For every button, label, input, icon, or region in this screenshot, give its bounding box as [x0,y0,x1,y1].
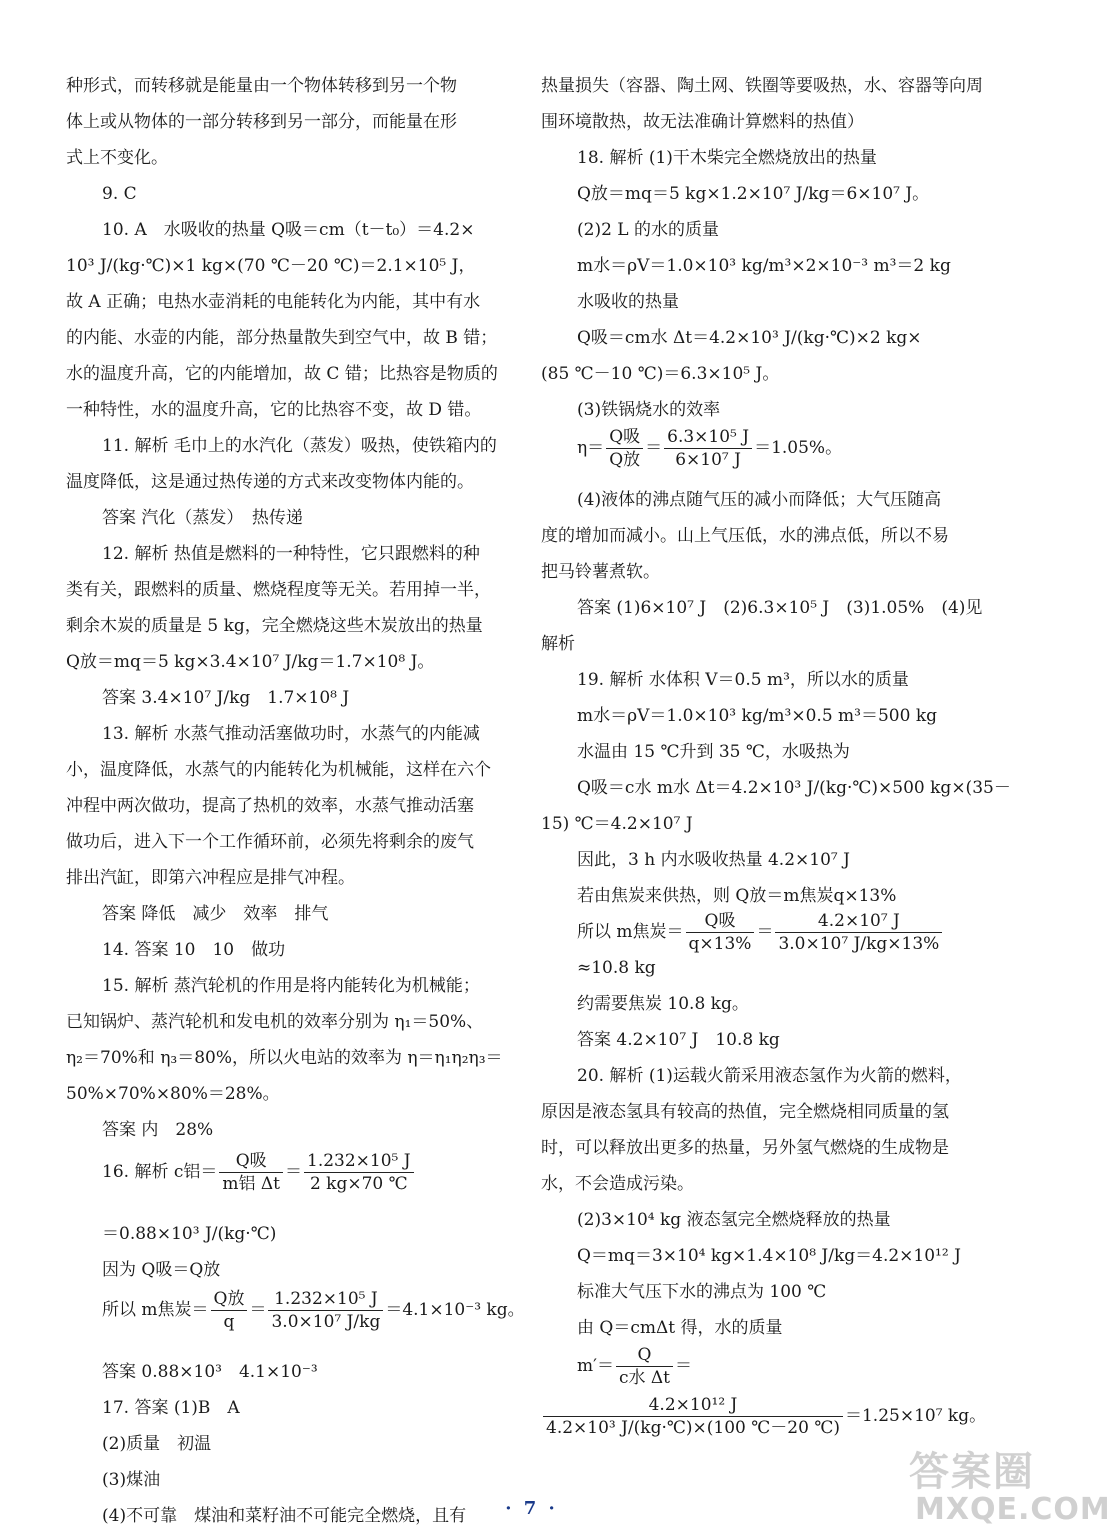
text-line: η₂＝70%和 η₃＝80%，所以火电站的效率为 η＝η₁η₂η₃＝ [66,1048,503,1068]
text-line: 水吸收的热量 [577,292,679,312]
formula-operator: ＝ [645,438,663,458]
fraction-denominator: q [223,1312,235,1332]
text-line: Q＝mq＝3×10⁴ kg×1.4×10⁸ J/kg＝4.2×10¹² J [577,1246,961,1266]
text-line: 故 A 正确；电热水壶消耗的电能转化为内能，其中有水 [66,292,481,312]
text-line: 排出汽缸，即第六冲程应是排气冲程。 [66,868,355,888]
text-line: ＝0.88×10³ J/(kg·℃) [102,1224,277,1244]
fraction-numerator: Q吸 [219,1150,283,1173]
fraction-numerator: 4.2×10¹² J [543,1394,843,1417]
text-line: Q吸＝cm水 Δt＝4.2×10³ J/(kg·℃)×2 kg× [577,328,922,348]
text-line: 水的温度升高，它的内能增加，故 C 错；比热容是物质的 [66,364,498,384]
text-line: (2)3×10⁴ kg 液态氢完全燃烧释放的热量 [577,1210,891,1230]
text-line: (2)质量 初温 [102,1434,212,1454]
text-line: 答案 0.88×10³ 4.1×10⁻³ [102,1362,318,1382]
text-line: 18. 解析 (1)干木柴完全燃烧放出的热量 [577,148,877,168]
formula-operator: ＝ [249,1300,267,1320]
fraction-numerator: 1.232×10⁵ J [304,1150,414,1173]
text-line: 已知锅炉、蒸汽轮机和发电机的效率分别为 η₁＝50%、 [66,1012,484,1032]
fraction [686,910,755,955]
text-line: 把马铃薯煮软。 [541,562,660,582]
text-line: (3)煤油 [102,1470,161,1490]
fraction-numerator: 4.2×10⁷ J [775,910,942,933]
text-line: (4)液体的沸点随气压的减小而降低；大气压随高 [577,490,942,510]
text-line: (4)不可靠 煤油和菜籽油不可能完全燃烧，且有 [102,1506,467,1526]
text-line: 15. 解析 蒸汽轮机的作用是将内能转化为机械能； [102,976,480,996]
text-line: 14. 答案 10 10 做功 [102,940,286,960]
formula-prefix: 16. 解析 c铝＝ [102,1162,218,1182]
fraction-numerator: Q放 [211,1288,248,1311]
text-line: 12. 解析 热值是燃料的一种特性，它只跟燃料的种 [102,544,480,564]
text-line: 15) ℃＝4.2×10⁷ J [541,814,693,834]
formula-prefix: 所以 m焦炭＝ [577,922,684,942]
formula-prefix: 所以 m焦炭＝ [102,1300,209,1320]
text-line: 原因是液态氢具有较高的热值，完全燃烧相同质量的氢 [541,1102,949,1122]
text-line: 因为 Q吸＝Q放 [102,1260,221,1280]
formula-suffix: ＝1.25×10⁷ kg。 [844,1406,987,1426]
text-line: 时，可以释放出更多的热量，另外氢气燃烧的生成物是 [541,1138,949,1158]
text-line: 若由焦炭来供热，则 Q放＝m焦炭q×13% [577,886,897,906]
text-line: 答案 汽化（蒸发） 热传递 [102,508,303,528]
text-line: 答案 (1)6×10⁷ J (2)6.3×10⁵ J (3)1.05% (4)见 [577,598,983,618]
text-line: 冲程中两次做功，提高了热机的效率，水蒸气推动活塞 [66,796,474,816]
text-line: 标准大气压下水的沸点为 100 ℃ [577,1282,827,1302]
text-line: 度的增加而减小。山上气压低，水的沸点低，所以不易 [541,526,949,546]
text-line: 体上或从物体的一部分转移到另一部分，而能量在形 [66,112,457,132]
text-line: 水，不会造成污染。 [541,1174,694,1194]
fraction-numerator: Q吸 [606,426,643,449]
fraction-denominator: c水 Δt [618,1368,671,1388]
text-line: 13. 解析 水蒸气推动活塞做功时，水蒸气的内能减 [102,724,480,744]
formula-line [541,426,842,482]
fraction-denominator: Q放 [609,450,641,470]
formula-line [541,910,944,966]
text-line: 20. 解析 (1)运载火箭采用液态氢作为火箭的燃料， [577,1066,962,1086]
text-line: 温度降低，这是通过热传递的方式来改变物体内能的。 [66,472,474,492]
fraction [606,426,643,471]
text-line: 小，温度降低，水蒸气的内能转化为机械能，这样在六个 [66,760,491,780]
formula-line [541,1344,692,1400]
fraction-numerator: 1.232×10⁵ J [268,1288,383,1311]
text-line: 10. A 水吸收的热量 Q吸＝cm（t－t₀）＝4.2× [102,220,475,240]
text-line: ≈10.8 kg [577,958,656,978]
fraction [211,1288,248,1333]
text-line: 11. 解析 毛巾上的水汽化（蒸发）吸热，使铁箱内的 [102,436,497,456]
fraction-numerator: Q [616,1344,673,1367]
fraction-denominator: 2 kg×70 ℃ [309,1174,408,1194]
text-line: 由 Q＝cmΔt 得，水的质量 [577,1318,783,1338]
text-line: 的内能、水壶的内能，部分热量散失到空气中，故 B 错； [66,328,498,348]
fraction-denominator: 6×10⁷ J [675,450,741,470]
formula-suffix: ＝4.1×10⁻³ kg。 [385,1300,525,1320]
text-line: 50%×70%×80%＝28%。 [66,1084,280,1104]
text-line: Q放＝mq＝5 kg×1.2×10⁷ J/kg＝6×10⁷ J。 [577,184,930,204]
formula-prefix: m′＝ [577,1356,614,1376]
text-line: 约需要焦炭 10.8 kg。 [577,994,749,1014]
text-line: (3)铁锅烧水的效率 [577,400,721,420]
fraction [775,910,942,955]
text-line: 答案 3.4×10⁷ J/kg 1.7×10⁸ J [102,688,350,708]
fraction-denominator: 3.0×10⁷ J/kg×13% [778,934,940,954]
text-line: m水＝ρV＝1.0×10³ kg/m³×0.5 m³＝500 kg [577,706,938,726]
text-line: 种形式，而转移就是能量由一个物体转移到另一个物 [66,76,457,96]
text-line: 答案 内 28% [102,1120,214,1140]
formula-operator: ＝ [285,1162,303,1182]
fraction-numerator: Q吸 [686,910,755,933]
formula-line [66,1150,416,1206]
text-line: Q放＝mq＝5 kg×3.4×10⁷ J/kg＝1.7×10⁸ J。 [66,652,435,672]
formula-suffix: ＝ [675,1356,693,1376]
text-line: 类有关，跟燃料的质量、燃烧程度等无关。若用掉一半， [66,580,491,600]
formula-line [66,1288,525,1344]
fraction [268,1288,383,1333]
formula-operator: ＝ [756,922,774,942]
text-line: 17. 答案 (1)B A [102,1398,240,1418]
text-line: 一种特性，水的温度升高，它的比热容不变，故 D 错。 [66,400,482,420]
fraction [664,426,752,471]
text-line: 做功后，进入下一个工作循环前，必须先将剩余的废气 [66,832,474,852]
fraction [543,1394,843,1439]
text-line: 水温由 15 ℃升到 35 ℃，水吸热为 [577,742,850,762]
watermark-top-text: 答案圈 [909,1449,1035,1495]
fraction [616,1344,673,1389]
text-line: (85 ℃－10 ℃)＝6.3×10⁵ J。 [541,364,780,384]
fraction-denominator: 3.0×10⁷ J/kg [271,1312,381,1332]
text-line: 因此，3 h 内水吸收热量 4.2×10⁷ J [577,850,850,870]
formula-suffix: ＝1.05%。 [754,438,843,458]
text-line: 剩余木炭的质量是 5 kg，完全燃烧这些木炭放出的热量 [66,616,483,636]
text-line: 答案 4.2×10⁷ J 10.8 kg [577,1030,780,1050]
fraction-denominator: q×13% [688,934,752,954]
text-line: 解析 [541,634,575,654]
text-line: (2)2 L 的水的质量 [577,220,719,240]
text-line: Q吸＝c水 m水 Δt＝4.2×10³ J/(kg·℃)×500 kg×(35－ [577,778,1011,798]
text-line: 答案 降低 减少 效率 排气 [102,904,329,924]
fraction [219,1150,283,1195]
text-line: 围环境散热，故无法准确计算燃料的热值） [541,112,864,132]
watermark-bottom-text: MXQE.COM [915,1492,1111,1527]
fraction-denominator: 4.2×10³ J/(kg·℃)×(100 ℃－20 ℃) [546,1418,840,1438]
fraction-denominator: m铝 Δt [222,1174,281,1194]
formula-prefix: η＝ [577,438,605,458]
text-line: 9. C [102,184,137,204]
fraction-numerator: 6.3×10⁵ J [664,426,752,449]
text-line: 式上不变化。 [66,148,168,168]
fraction [304,1150,414,1195]
watermark-logo [905,1440,1111,1532]
text-line: m水＝ρV＝1.0×10³ kg/m³×2×10⁻³ m³＝2 kg [577,256,951,276]
text-line: 10³ J/(kg·℃)×1 kg×(70 ℃－20 ℃)＝2.1×10⁵ J， [66,256,476,276]
page-number: · 7 · [505,1498,558,1519]
text-line: 19. 解析 水体积 V＝0.5 m³，所以水的质量 [577,670,909,690]
text-line: 热量损失（容器、陶土网、铁圈等要吸热，水、容器等向周 [541,76,983,96]
